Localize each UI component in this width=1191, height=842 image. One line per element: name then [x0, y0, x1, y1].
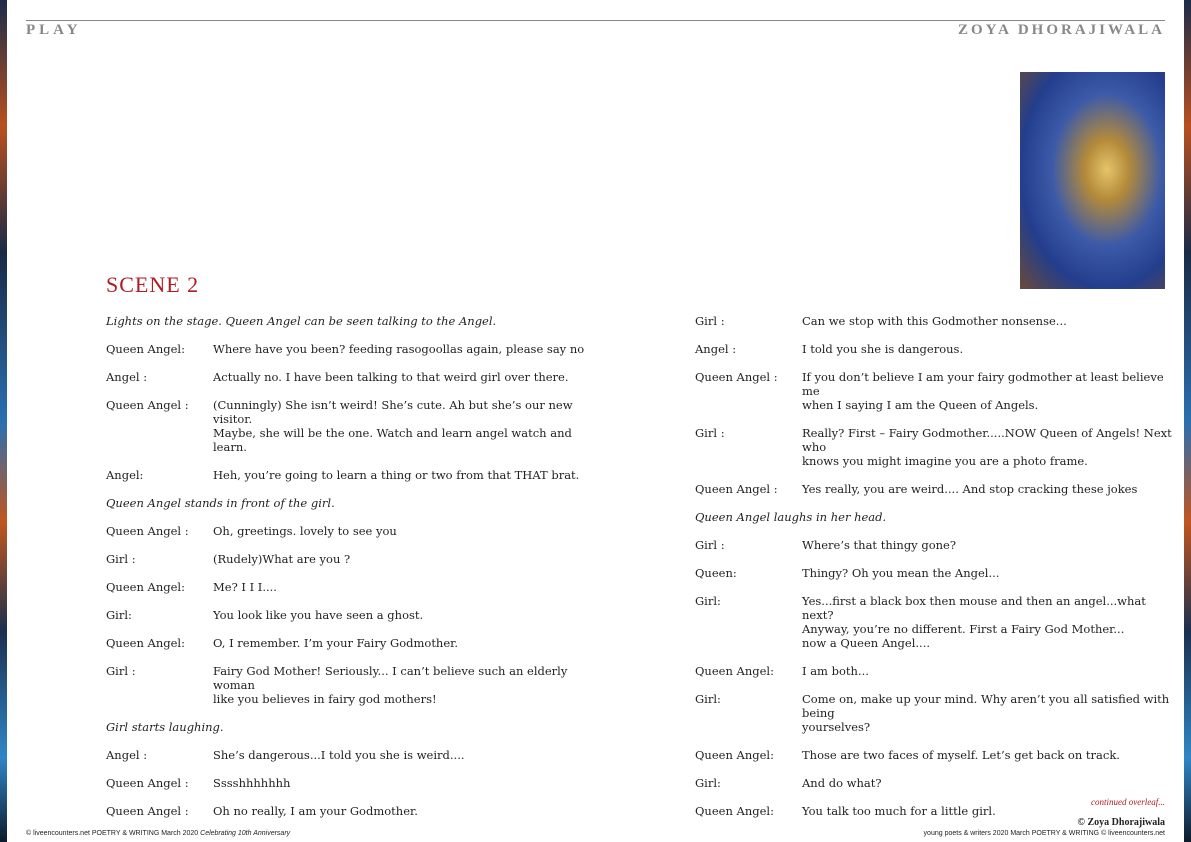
dialogue-text: And do what?	[802, 776, 882, 790]
dialogue-line	[106, 524, 586, 538]
speaker: Girl:	[106, 608, 132, 622]
footer-right: young poets & writers 2020 March POETRY & WRITING © liveencounters.net	[923, 830, 1165, 837]
speaker: Queen Angel :	[106, 804, 189, 818]
copyright: © Zoya Dhorajiwala	[1077, 817, 1165, 828]
speaker: Queen Angel:	[106, 636, 185, 650]
scene-title: SCENE 2	[106, 272, 200, 297]
dialogue-text: O, I remember. I’m your Fairy Godmother.	[213, 636, 459, 650]
dialogue-text: Those are two faces of myself. Let’s get back on track.	[802, 748, 1120, 762]
speaker: Queen Angel :	[106, 776, 189, 790]
speaker: Girl :	[695, 314, 725, 328]
speaker: Girl:	[695, 692, 721, 706]
dialogue-line	[106, 664, 586, 706]
dialogue-text: Heh, you’re going to learn a thing or two from that THAT brat.	[213, 468, 580, 482]
left-column	[106, 314, 586, 832]
speaker: Girl:	[695, 594, 721, 608]
dialogue-text: You look like you have seen a ghost.	[213, 608, 424, 622]
speaker: Queen Angel :	[695, 370, 778, 384]
speaker: Angel :	[106, 748, 148, 762]
speaker: Queen Angel :	[106, 398, 189, 412]
dialogue-text: Oh no really, I am your Godmother.	[213, 804, 418, 818]
speaker: Queen Angel:	[106, 580, 185, 594]
dialogue-text: I told you she is dangerous.	[802, 342, 964, 356]
speaker: Girl :	[106, 664, 136, 678]
dialogue-line	[695, 482, 1175, 496]
dialogue-text: Oh, greetings. lovely to see you	[213, 524, 397, 538]
right-edge-decoration	[1184, 0, 1191, 842]
dialogue-line	[106, 804, 586, 818]
angel-photo	[1020, 72, 1165, 289]
dialogue-text: Really? First – Fairy Godmother.....NOW Queen of Angels! Next who knows you might imagine you are a photo frame.	[802, 426, 1172, 468]
dialogue-text: Where have you been? feeding rasogoollas again, please say no	[213, 342, 585, 356]
dialogue-line	[106, 468, 586, 482]
dialogue-line	[106, 776, 586, 790]
dialogue-text: Yes...first a black box then mouse and then an angel...what next? Anyway, you’re no different. First a Fairy God Mother... now a Queen Angel....	[802, 594, 1146, 650]
dialogue-text: Can we stop with this Godmother nonsense...	[802, 314, 1067, 328]
dialogue-line	[695, 776, 1175, 790]
speaker: Angel :	[106, 370, 148, 384]
dialogue-line	[695, 370, 1175, 412]
dialogue-line	[695, 314, 1175, 328]
footer-left-italic: Celebrating 10th Anniversary	[200, 830, 291, 837]
stage-direction: Girl starts laughing.	[106, 720, 224, 734]
dialogue-text: If you don’t believe I am your fairy godmother at least believe me when I saying I am the Queen of Angels.	[802, 370, 1164, 412]
dialogue-text: You talk too much for a little girl.	[802, 804, 996, 818]
dialogue-text: I am both...	[802, 664, 869, 678]
dialogue-line	[695, 664, 1175, 678]
speaker: Queen Angel:	[695, 804, 774, 818]
dialogue-line	[106, 580, 586, 594]
dialogue-line	[695, 566, 1175, 580]
speaker: Girl :	[695, 538, 725, 552]
speaker: Queen Angel:	[106, 342, 185, 356]
dialogue-line	[106, 636, 586, 650]
continued-note: continued overleaf...	[1091, 797, 1165, 807]
speaker: Girl:	[695, 776, 721, 790]
dialogue-line	[106, 398, 586, 454]
dialogue-line	[695, 748, 1175, 762]
dialogue-text: Fairy God Mother! Seriously... I can’t believe such an elderly woman like you believes in fairy god mothers!	[213, 664, 568, 706]
speaker: Queen:	[695, 566, 737, 580]
dialogue-text: Sssshhhhhhh	[213, 776, 291, 790]
dialogue-line	[695, 692, 1175, 734]
dialogue-text: Where’s that thingy gone?	[802, 538, 956, 552]
section-label: PLAY	[26, 22, 82, 38]
stage-direction: Queen Angel laughs in her head.	[695, 510, 887, 524]
right-column	[695, 314, 1175, 832]
author-header: ZOYA DHORAJIWALA	[957, 22, 1165, 38]
left-edge-decoration	[0, 0, 7, 842]
dialogue-line	[695, 426, 1175, 468]
speaker: Queen Angel:	[695, 748, 774, 762]
stage-direction: Lights on the stage. Queen Angel can be seen talking to the Angel.	[106, 314, 497, 328]
dialogue-line	[106, 748, 586, 762]
header-rule	[26, 20, 1165, 21]
speaker: Queen Angel :	[695, 482, 778, 496]
speaker: Queen Angel :	[106, 524, 189, 538]
dialogue-text: (Rudely)What are you ?	[213, 552, 351, 566]
dialogue-text: Actually no. I have been talking to that weird girl over there.	[213, 370, 569, 384]
speaker: Queen Angel:	[695, 664, 774, 678]
speaker: Angel:	[106, 468, 144, 482]
dialogue-text: Come on, make up your mind. Why aren’t you all satisfied with being yourselves?	[802, 692, 1170, 734]
dialogue-text: Me? I I I....	[213, 580, 277, 594]
dialogue-line	[106, 608, 586, 622]
dialogue-line	[106, 552, 586, 566]
dialogue-line	[695, 538, 1175, 552]
speaker: Angel :	[695, 342, 737, 356]
dialogue-text: Yes really, you are weird.... And stop cracking these jokes	[802, 482, 1138, 496]
speaker: Girl :	[106, 552, 136, 566]
footer-left	[26, 830, 290, 837]
footer-left-text: © liveencounters.net POETRY & WRITING March 2020	[26, 830, 199, 837]
dialogue-text: (Cunningly) She isn’t weird! She’s cute. Ah but she’s our new visitor. Maybe, she will be the one. Watch and learn angel watch and learn.	[213, 398, 573, 454]
speaker: Girl :	[695, 426, 725, 440]
stage-direction: Queen Angel stands in front of the girl.	[106, 496, 335, 510]
dialogue-line	[106, 342, 586, 356]
dialogue-line	[106, 370, 586, 384]
dialogue-line	[695, 342, 1175, 356]
dialogue-line	[695, 594, 1175, 650]
dialogue-text: Thingy? Oh you mean the Angel...	[802, 566, 1000, 580]
dialogue-text: She’s dangerous...I told you she is weird....	[213, 748, 465, 762]
